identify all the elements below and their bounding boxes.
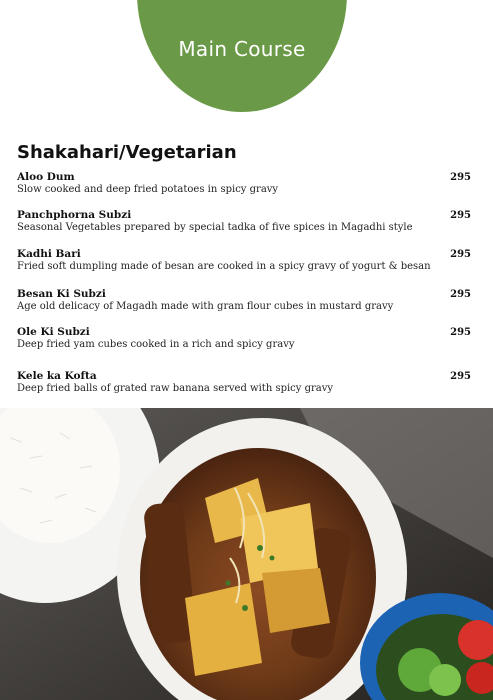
menu-item	[17, 326, 473, 350]
menu-item-name: Kadhi Bari	[17, 248, 81, 260]
menu-item-name: Besan Ki Subzi	[17, 288, 106, 300]
page-title: Main Course	[178, 37, 306, 61]
menu-item-desc: Fried soft dumpling made of besan are cooked in a spicy gravy of yogurt & besan	[17, 261, 431, 272]
menu-item-price: 295	[450, 210, 471, 221]
menu-item-desc: Age old delicacy of Magadh made with gram flour cubes in mustard gravy	[17, 301, 394, 312]
menu-item	[17, 171, 473, 195]
section-title: Shakahari/Vegetarian	[17, 142, 237, 163]
menu-item-desc: Slow cooked and deep fried potatoes in spicy gravy	[17, 184, 279, 195]
menu-item-price: 295	[450, 249, 471, 260]
menu-item	[17, 248, 473, 272]
menu-item	[17, 288, 473, 312]
menu-item-price: 295	[450, 327, 471, 338]
menu-item-name: Aloo Dum	[17, 171, 75, 183]
curry-bowl-with-rice-photo	[0, 408, 493, 700]
menu-item-desc: Deep fried yam cubes cooked in a rich and spicy gravy	[17, 339, 295, 350]
menu-item-price: 295	[450, 371, 471, 382]
food-photo-illustration	[0, 408, 493, 700]
menu-item	[17, 209, 473, 233]
menu-item-name: Ole Ki Subzi	[17, 326, 90, 338]
menu-item-desc: Seasonal Vegetables prepared by special tadka of five spices in Magadhi style	[17, 222, 413, 233]
lettuce	[429, 664, 461, 696]
menu-item-name: Panchphorna Subzi	[17, 209, 132, 221]
menu-item-desc: Deep fried balls of grated raw banana served with spicy gravy	[17, 383, 334, 394]
menu-item-price: 295	[450, 172, 471, 183]
menu-item-price: 295	[450, 289, 471, 300]
menu-item	[17, 370, 473, 394]
menu-item-name: Kele ka Kofta	[17, 370, 97, 382]
